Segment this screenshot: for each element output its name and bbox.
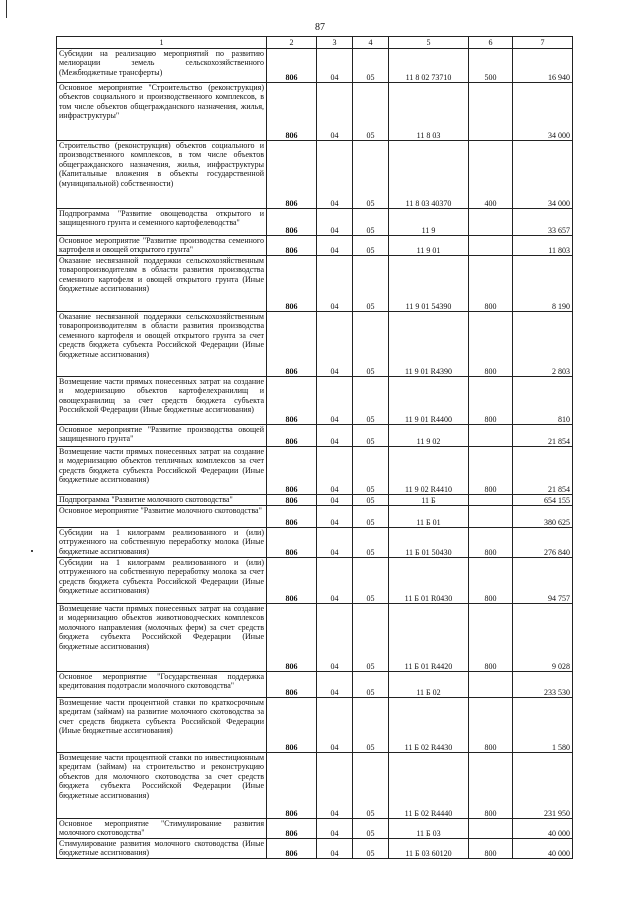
table-row <box>57 377 573 425</box>
cell-subsection: 05 <box>353 377 389 425</box>
cell-section: 04 <box>317 672 353 698</box>
cell-expense-type: 800 <box>469 558 513 604</box>
cell-name: Строительство (реконструкция) объектов социального и производственного комплексов, в том числе объектов общегражданского назначения, жилья, инфраструктуры (Капитальные вложения в объекты государственной (муниципальной) собственности) <box>57 141 267 209</box>
cell-subsection: 05 <box>353 49 389 83</box>
cell-amount: 21 854 <box>513 447 573 495</box>
cell-subsection: 05 <box>353 604 389 672</box>
cell-amount: 21 854 <box>513 425 573 447</box>
cell-amount: 40 000 <box>513 819 573 839</box>
cell-subsection: 05 <box>353 209 389 236</box>
table-row <box>57 528 573 558</box>
cell-name: Возмещение части прямых понесенных затрат на создание и модернизацию объектов тепличных комплексов за счет средств бюджета субъекта Российской Федерации (Иные бюджетные ассигнования) <box>57 447 267 495</box>
cell-name: Субсидии на 1 килограмм реализованного и (или) отгруженного на собственную переработку молока за счет средств бюджета субъекта Российской Федерации (Иные бюджетные ассигнования) <box>57 558 267 604</box>
cell-subsection: 05 <box>353 558 389 604</box>
cell-expense-type: 800 <box>469 839 513 859</box>
cell-ministry-code: 806 <box>267 425 317 447</box>
cell-target-article: 11 8 02 73710 <box>389 49 469 83</box>
cell-expense-type <box>469 209 513 236</box>
table-row <box>57 839 573 859</box>
table-row <box>57 558 573 604</box>
cell-ministry-code: 806 <box>267 83 317 141</box>
cell-subsection: 05 <box>353 495 389 506</box>
cell-name: Оказание несвязанной поддержки сельскохозяйственным товаропроизводителям в области развития производства семенного картофеля и овощей открытого грунта (Иные бюджетные ассигнования) <box>57 256 267 312</box>
cell-amount: 2 803 <box>513 312 573 377</box>
cell-ministry-code: 806 <box>267 209 317 236</box>
cell-target-article: 11 Б 01 R0430 <box>389 558 469 604</box>
cell-ministry-code: 806 <box>267 377 317 425</box>
cell-target-article: 11 Б 02 R4430 <box>389 698 469 753</box>
cell-subsection: 05 <box>353 753 389 819</box>
cell-name: Основное мероприятие "Развитие производства овощей защищенного грунта" <box>57 425 267 447</box>
cell-subsection: 05 <box>353 141 389 209</box>
cell-subsection: 05 <box>353 672 389 698</box>
cell-name: Субсидии на 1 килограмм реализованного и (или) отгруженного на собственную переработку молока (Иные бюджетные ассигнования) <box>57 528 267 558</box>
cell-name: Подпрограмма "Развитие молочного скотоводства" <box>57 495 267 506</box>
cell-name: Возмещение части процентной ставки по инвестиционным кредитам (займам) на строительство и реконструкцию объектов для молочного скотоводства за счет средств бюджета субъекта Российской Федерации (Иные бюджетные ассигнования) <box>57 753 267 819</box>
table-row <box>57 819 573 839</box>
cell-amount: 33 657 <box>513 209 573 236</box>
cell-expense-type <box>469 506 513 528</box>
column-header: 2 <box>267 37 317 49</box>
cell-expense-type: 800 <box>469 753 513 819</box>
cell-section: 04 <box>317 558 353 604</box>
column-header: 7 <box>513 37 573 49</box>
cell-amount: 40 000 <box>513 839 573 859</box>
cell-name: Стимулирование развития молочного скотоводства (Иные бюджетные ассигнования) <box>57 839 267 859</box>
cell-expense-type: 800 <box>469 312 513 377</box>
cell-target-article: 11 Б 01 50430 <box>389 528 469 558</box>
cell-section: 04 <box>317 83 353 141</box>
cell-amount: 1 580 <box>513 698 573 753</box>
table-row <box>57 141 573 209</box>
cell-subsection: 05 <box>353 819 389 839</box>
cell-target-article: 11 8 03 <box>389 83 469 141</box>
table-row <box>57 753 573 819</box>
cell-ministry-code: 806 <box>267 698 317 753</box>
cell-section: 04 <box>317 447 353 495</box>
cell-subsection: 05 <box>353 256 389 312</box>
cell-amount: 16 940 <box>513 49 573 83</box>
table-row <box>57 604 573 672</box>
cell-subsection: 05 <box>353 83 389 141</box>
cell-ministry-code: 806 <box>267 506 317 528</box>
cell-ministry-code: 806 <box>267 256 317 312</box>
cell-ministry-code: 806 <box>267 447 317 495</box>
column-header: 1 <box>57 37 267 49</box>
cell-name: Оказание несвязанной поддержки сельскохозяйственным товаропроизводителям в области развития производства семенного картофеля и овощей открытого грунта за счет средств бюджета субъекта Российской Федерации (Иные бюджетные ассигнования) <box>57 312 267 377</box>
cell-ministry-code: 806 <box>267 839 317 859</box>
cell-expense-type <box>469 425 513 447</box>
cell-ministry-code: 806 <box>267 753 317 819</box>
cell-ministry-code: 806 <box>267 312 317 377</box>
cell-section: 04 <box>317 819 353 839</box>
cell-target-article: 11 8 03 40370 <box>389 141 469 209</box>
budget-table <box>56 36 573 859</box>
cell-target-article: 11 9 01 R4390 <box>389 312 469 377</box>
cell-section: 04 <box>317 604 353 672</box>
budget-table-sheet <box>56 36 572 859</box>
cell-subsection: 05 <box>353 312 389 377</box>
table-row <box>57 236 573 256</box>
cell-section: 04 <box>317 312 353 377</box>
table-row <box>57 256 573 312</box>
table-row <box>57 698 573 753</box>
cell-amount: 231 950 <box>513 753 573 819</box>
cell-amount: 810 <box>513 377 573 425</box>
cell-section: 04 <box>317 209 353 236</box>
cell-section: 04 <box>317 753 353 819</box>
cell-amount: 276 840 <box>513 528 573 558</box>
cell-ministry-code: 806 <box>267 528 317 558</box>
cell-amount: 9 028 <box>513 604 573 672</box>
cell-expense-type: 400 <box>469 141 513 209</box>
cell-section: 04 <box>317 495 353 506</box>
table-row <box>57 672 573 698</box>
table-row <box>57 425 573 447</box>
cell-expense-type: 800 <box>469 377 513 425</box>
cell-ministry-code: 806 <box>267 495 317 506</box>
cell-subsection: 05 <box>353 839 389 859</box>
cell-expense-type: 800 <box>469 256 513 312</box>
cell-amount: 34 000 <box>513 83 573 141</box>
cell-ministry-code: 806 <box>267 672 317 698</box>
cell-target-article: 11 Б 02 R4440 <box>389 753 469 819</box>
cell-subsection: 05 <box>353 447 389 495</box>
cell-section: 04 <box>317 377 353 425</box>
scan-edge-mark <box>6 0 7 18</box>
cell-target-article: 11 Б 02 <box>389 672 469 698</box>
cell-section: 04 <box>317 839 353 859</box>
cell-expense-type: 500 <box>469 49 513 83</box>
cell-name: Основное мероприятие "Стимулирование развития молочного скотоводства" <box>57 819 267 839</box>
table-row <box>57 209 573 236</box>
cell-name: Основное мероприятие "Развитие производства семенного картофеля и овощей открытого грунта" <box>57 236 267 256</box>
cell-ministry-code: 806 <box>267 236 317 256</box>
cell-target-article: 11 9 02 R4410 <box>389 447 469 495</box>
table-row <box>57 495 573 506</box>
cell-section: 04 <box>317 236 353 256</box>
cell-target-article: 11 Б <box>389 495 469 506</box>
cell-name: Возмещение части процентной ставки по краткосрочным кредитам (займам) на развитие молочного скотоводства за счет средств бюджета субъекта Российской Федерации (Иные бюджетные ассигнования) <box>57 698 267 753</box>
cell-ministry-code: 806 <box>267 819 317 839</box>
cell-amount: 11 803 <box>513 236 573 256</box>
cell-target-article: 11 9 01 54390 <box>389 256 469 312</box>
cell-ministry-code: 806 <box>267 49 317 83</box>
cell-subsection: 05 <box>353 506 389 528</box>
table-row <box>57 312 573 377</box>
cell-expense-type <box>469 236 513 256</box>
cell-subsection: 05 <box>353 698 389 753</box>
cell-amount: 94 757 <box>513 558 573 604</box>
cell-subsection: 05 <box>353 528 389 558</box>
cell-name: Возмещение части прямых понесенных затрат на создание и модернизацию объектов животноводческих комплексов молочного направления (молочных ферм) за счет средств бюджета субъекта Российской Федерации (Иные бюджетные ассигнования) <box>57 604 267 672</box>
cell-section: 04 <box>317 698 353 753</box>
cell-section: 04 <box>317 49 353 83</box>
cell-amount: 8 190 <box>513 256 573 312</box>
cell-name: Субсидии на реализацию мероприятий по развитию мелиорации земель сельскохозяйственного (Межбюджетные трансферты) <box>57 49 267 83</box>
cell-amount: 380 625 <box>513 506 573 528</box>
cell-section: 04 <box>317 425 353 447</box>
header-row <box>57 37 573 49</box>
column-header: 4 <box>353 37 389 49</box>
cell-name: Возмещение части прямых понесенных затрат на создание и модернизацию объектов картофелехранилищ и овощехранилищ за счет средств бюджета субъекта Российской Федерации (Иные бюджетные ассигнования) <box>57 377 267 425</box>
cell-name: Основное мероприятие "Строительство (реконструкция) объектов социального и производственного комплексов, в том числе объектов общегражданского назначения, жилья, инфраструктуры" <box>57 83 267 141</box>
cell-expense-type: 800 <box>469 447 513 495</box>
cell-target-article: 11 9 01 <box>389 236 469 256</box>
cell-ministry-code: 806 <box>267 558 317 604</box>
cell-section: 04 <box>317 141 353 209</box>
cell-amount: 233 530 <box>513 672 573 698</box>
table-body <box>57 49 573 859</box>
cell-expense-type <box>469 83 513 141</box>
cell-name: Подпрограмма "Развитие овощеводства открытого и защищенного грунта и семенного картофелеводства" <box>57 209 267 236</box>
cell-target-article: 11 9 01 R4400 <box>389 377 469 425</box>
cell-name: Основное мероприятие "Развитие молочного скотоводства" <box>57 506 267 528</box>
cell-expense-type <box>469 672 513 698</box>
cell-section: 04 <box>317 506 353 528</box>
scan-speck <box>31 550 33 552</box>
table-row <box>57 506 573 528</box>
cell-expense-type: 800 <box>469 698 513 753</box>
cell-section: 04 <box>317 528 353 558</box>
table-row <box>57 49 573 83</box>
cell-target-article: 11 9 02 <box>389 425 469 447</box>
table-row <box>57 83 573 141</box>
cell-subsection: 05 <box>353 425 389 447</box>
cell-target-article: 11 Б 01 <box>389 506 469 528</box>
cell-subsection: 05 <box>353 236 389 256</box>
cell-amount: 34 000 <box>513 141 573 209</box>
cell-section: 04 <box>317 256 353 312</box>
cell-expense-type: 800 <box>469 528 513 558</box>
cell-target-article: 11 Б 03 <box>389 819 469 839</box>
cell-amount: 654 155 <box>513 495 573 506</box>
column-header: 5 <box>389 37 469 49</box>
column-header: 3 <box>317 37 353 49</box>
cell-target-article: 11 Б 03 60120 <box>389 839 469 859</box>
cell-target-article: 11 9 <box>389 209 469 236</box>
column-header: 6 <box>469 37 513 49</box>
cell-expense-type <box>469 495 513 506</box>
cell-expense-type: 800 <box>469 604 513 672</box>
cell-expense-type <box>469 819 513 839</box>
page-number: 87 <box>315 22 325 33</box>
cell-ministry-code: 806 <box>267 141 317 209</box>
cell-target-article: 11 Б 01 R4420 <box>389 604 469 672</box>
cell-ministry-code: 806 <box>267 604 317 672</box>
table-row <box>57 447 573 495</box>
cell-name: Основное мероприятие "Государственная поддержка кредитования подотрасли молочного скотоводства" <box>57 672 267 698</box>
